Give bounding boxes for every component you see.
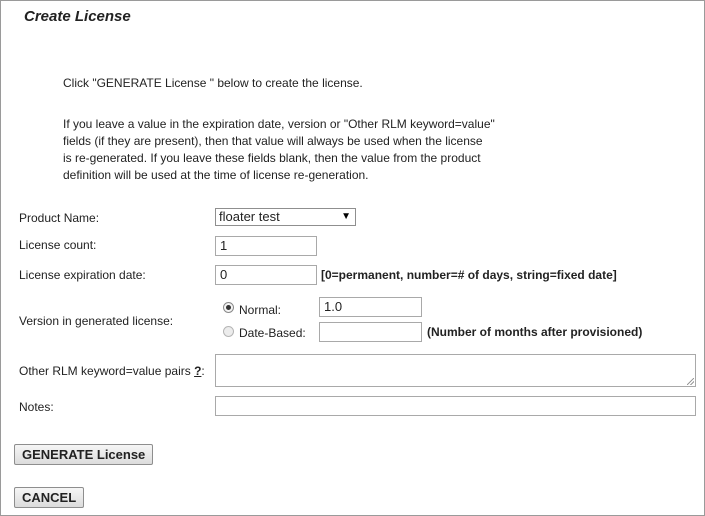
other-rlm-help-link[interactable]: ? <box>194 364 202 378</box>
version-normal-label: Normal: <box>239 303 282 317</box>
product-name-select[interactable] <box>215 208 356 226</box>
license-count-input[interactable]: 1 <box>215 236 317 256</box>
intro-paragraph-line-1: If you leave a value in the expiration date, version or "Other RLM keyword=value" <box>63 117 495 131</box>
cancel-button[interactable]: CANCEL <box>14 487 84 508</box>
version-normal-input[interactable]: 1.0 <box>319 297 422 317</box>
other-rlm-label-colon: : <box>201 364 205 378</box>
expiration-input[interactable]: 0 <box>215 265 317 285</box>
version-date-based-radio[interactable] <box>223 326 234 337</box>
notes-input[interactable] <box>215 396 696 416</box>
license-count-label: License count: <box>19 238 97 252</box>
generate-license-button[interactable]: GENERATE License <box>14 444 153 465</box>
notes-label: Notes: <box>19 400 54 414</box>
page-title: Create License <box>24 8 131 25</box>
version-normal-radio[interactable] <box>223 302 234 313</box>
product-name-selected: floater test <box>219 209 280 224</box>
expiration-label: License expiration date: <box>19 268 146 282</box>
expiration-hint: [0=permanent, number=# of days, string=fixed date] <box>321 268 617 282</box>
other-rlm-label <box>19 364 205 378</box>
version-date-based-label: Date-Based: <box>239 326 306 340</box>
intro-paragraph-line-3: is re-generated. If you leave these fields blank, then the value from the product <box>63 151 481 165</box>
version-label: Version in generated license: <box>19 314 174 328</box>
intro-line: Click "GENERATE License " below to create the license. <box>63 76 363 90</box>
dropdown-arrow-icon: ▼ <box>341 211 351 222</box>
version-date-hint: (Number of months after provisioned) <box>427 325 643 339</box>
product-name-label: Product Name: <box>19 211 100 225</box>
version-date-based-input[interactable] <box>319 322 422 342</box>
intro-paragraph-line-2: fields (if they are present), then that value will always be used when the license <box>63 134 483 148</box>
resize-grip-icon[interactable] <box>687 378 694 385</box>
intro-paragraph-line-4: definition will be used at the time of license re-generation. <box>63 168 369 182</box>
other-rlm-label-text: Other RLM keyword=value pairs <box>19 364 195 378</box>
other-rlm-textarea[interactable] <box>215 354 696 387</box>
